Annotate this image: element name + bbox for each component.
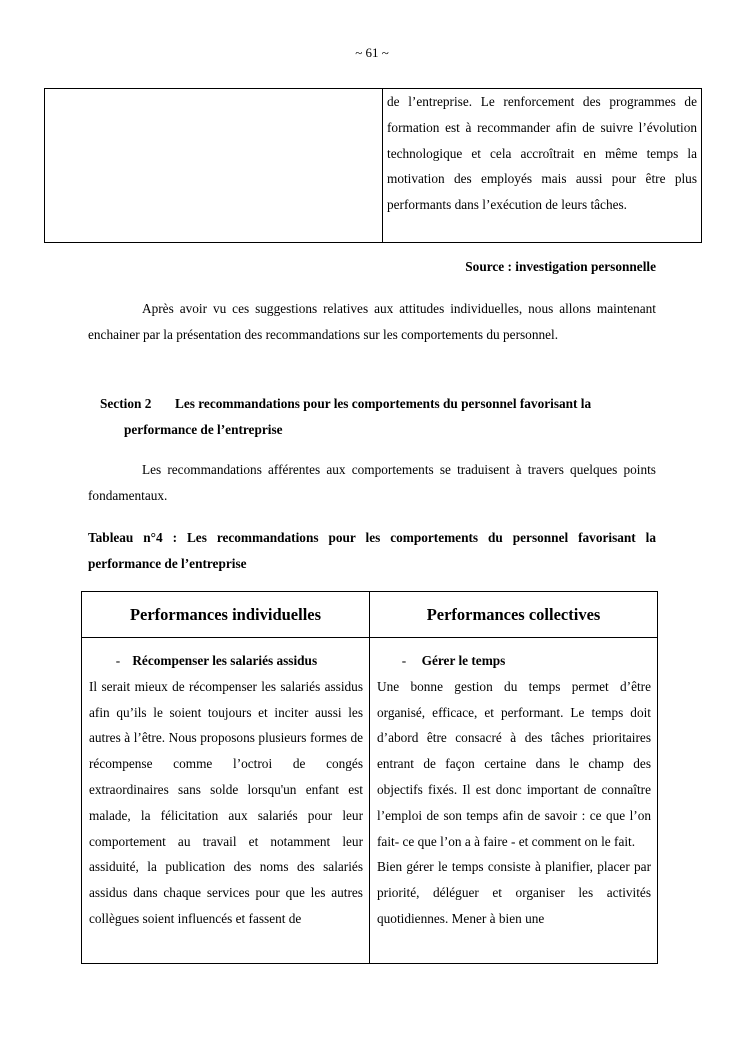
section-heading <box>100 391 656 443</box>
header-collective: Performances collectives <box>426 605 601 624</box>
left-cell-text: Il serait mieux de récompenser les salariés assidus afin qu’ils le soient toujours et inciter aussi les autres à l’être. Nous proposons plusieurs formes de récompense comme l’octroi de congés extraordinaires sans solde lorsqu'un enfant est malade, la félicitation aux salariés pour leur comportement au travail et notamment leur assiduité, la publication des noms des salariés assidus dans chaque services pour que les autres collègues soient influencés et fassent de <box>89 678 363 926</box>
section-paragraph <box>88 457 656 509</box>
right-bullet-label: Gérer le temps <box>421 653 506 668</box>
section-title-line2: performance de l’entreprise <box>124 421 283 437</box>
continued-table <box>44 88 702 243</box>
section-paragraph-text: Les recommandations afférentes aux comportements se traduisent à travers quelques points fondamentaux. <box>88 462 656 503</box>
right-cell-text-2: Bien gérer le temps consiste à planifier, placer par priorité, déléguer et organiser les activités quotidiennes. Mener à bien une <box>377 859 651 926</box>
section-title-line1: Les recommandations pour les comportements du personnel favorisant la <box>175 396 592 411</box>
right-cell-text-1: Une bonne gestion du temps permet d’être organisé, efficace, et performant. Le temps doit d’abord être consacré à des tâches prioritaires entrant de façon certaine dans le champ des objectifs fixés. Il est donc important de connaître l’emploi de son temps afin de savoir : ce que l’on fait- ce que l’on a à faire - et comment on le fait. <box>377 678 651 849</box>
left-bullet: - Récompenser les salariés assidus <box>115 653 318 668</box>
table-column-divider <box>382 89 383 242</box>
right-column-cell <box>377 648 651 932</box>
left-column-cell <box>89 648 363 932</box>
recommendations-table <box>81 591 658 964</box>
table-header-divider <box>82 637 657 638</box>
section-label: Section 2 <box>100 396 152 411</box>
table-caption: Tableau n°4 : Les recommandations pour les comportements du personnel favorisant la performance de l’entreprise <box>88 530 656 571</box>
page-number: ~ 61 ~ <box>355 45 389 60</box>
source-note: Source : investigation personnelle <box>465 259 656 274</box>
left-bullet-label: Récompenser les salariés assidus <box>132 653 318 668</box>
intro-paragraph-text: Après avoir vu ces suggestions relatives aux attitudes individuelles, nous allons maintenant enchainer par la présentation des recommandations sur les comportements du personnel. <box>88 301 656 342</box>
right-bullet: - Gérer le temps <box>401 653 506 668</box>
header-individual: Performances individuelles <box>129 605 322 624</box>
continued-table-cell: de l’entreprise. Le renforcement des programmes de formation est à recommander afin de suivre l’évolution technologique et cela accroîtrait en même temps la motivation des employés mais aussi pour être plus performants dans l’exécution de leurs tâches. <box>387 94 697 213</box>
table-column-divider <box>369 592 370 963</box>
intro-paragraph <box>88 296 656 348</box>
